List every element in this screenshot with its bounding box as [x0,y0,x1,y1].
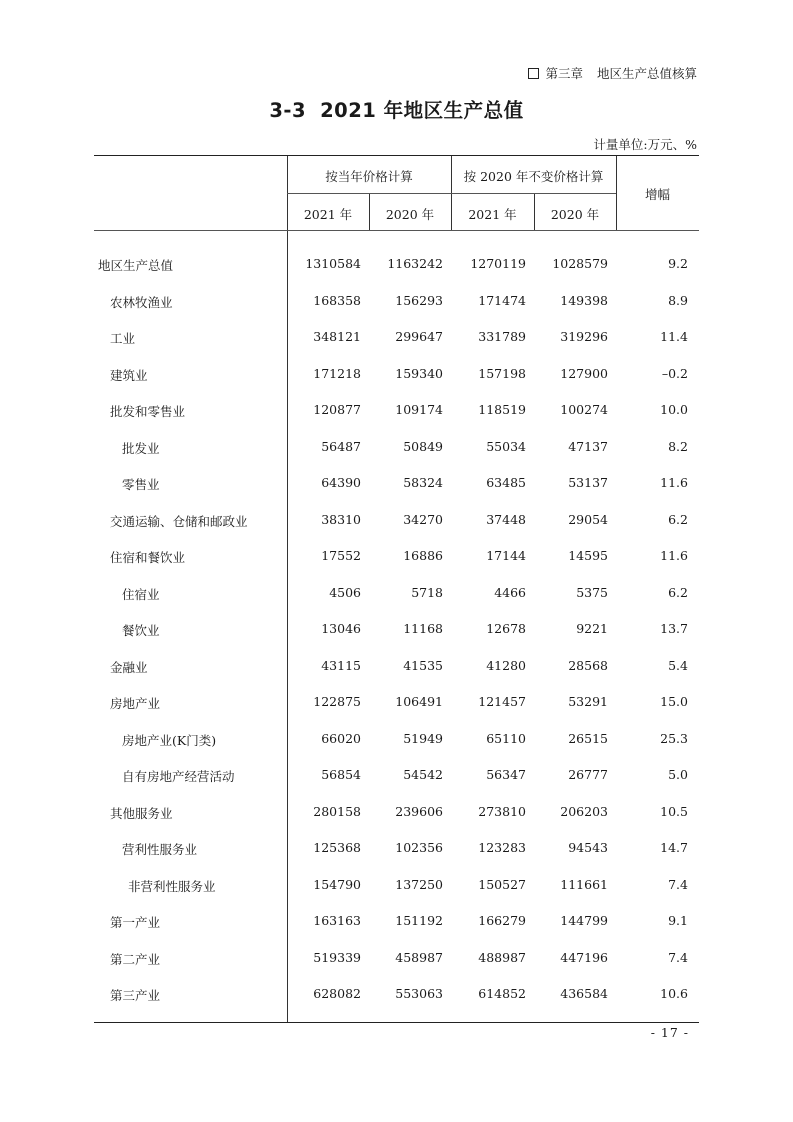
cell-c2021: 120877 [313,402,361,417]
cell-k2021: 65110 [486,730,526,746]
cell-growth: 6.2 [668,584,688,600]
cell-c2020: 102356 [395,840,443,855]
header-constant-2020: 2020 年 [550,207,600,222]
row-label: 金融业 [110,659,148,675]
cell-c2021: 122875 [313,694,361,709]
cell-k2020: 26515 [568,730,608,746]
row-label: 自有房地产经营活动 [122,769,235,784]
running-header [528,64,697,82]
cell-k2020: 14595 [568,548,608,563]
page-number: - 17 - [650,1025,689,1040]
row-label: 批发和零售业 [110,404,186,419]
row-label: 房地产业 [110,696,161,711]
table-row [94,402,699,422]
cell-growth: 5.4 [668,657,688,673]
cell-c2020: 11168 [403,621,443,636]
row-label: 房地产业(K门类) [122,732,217,748]
cell-c2021: 4506 [329,584,361,600]
header-bottom-rule [94,230,699,231]
header-current-prices: 按当年价格计算 [325,169,413,184]
cell-k2021: 55034 [486,438,526,454]
checkbox-square-icon [528,68,539,79]
cell-c2020: 41535 [403,657,443,673]
cell-growth: 13.7 [660,621,688,636]
cell-k2020: 53291 [568,694,608,709]
cell-k2021: 63485 [486,475,526,490]
cell-growth: 11.6 [660,475,688,490]
cell-c2020: 159340 [395,365,443,381]
cell-c2020: 137250 [395,876,443,892]
cell-c2021: 163163 [313,913,361,928]
row-label: 住宿业 [122,586,160,602]
cell-c2021: 519339 [313,949,361,965]
row-label: 交通运输、仓储和邮政业 [110,513,248,529]
cell-k2021: 17144 [486,548,526,563]
cell-growth: 10.0 [660,402,688,417]
cell-k2021: 166279 [478,913,526,928]
cell-growth: 7.4 [668,876,688,892]
cell-c2021: 348121 [313,329,361,344]
cell-growth: 9.1 [668,913,688,928]
cell-growth: 8.9 [668,292,688,308]
cell-c2020: 58324 [403,475,443,490]
table-number: 3-3 [269,99,307,122]
cell-k2020: 127900 [560,365,608,381]
section-label: 地区生产总值核算 [596,66,697,81]
row-label: 农林牧渔业 [110,294,173,310]
table-row [94,329,699,349]
cell-c2021: 1310584 [305,256,361,271]
cell-growth: 7.4 [668,949,688,965]
cell-c2020: 239606 [395,803,443,819]
table-row [94,877,699,897]
cell-k2020: 436584 [560,986,608,1001]
cell-growth: 10.6 [660,986,688,1001]
row-label: 工业 [110,331,136,346]
cell-c2021: 125368 [313,840,361,855]
cell-c2021: 280158 [313,803,361,819]
cell-c2021: 43115 [321,657,361,673]
table-row [94,658,699,678]
cell-k2021: 614852 [478,986,526,1001]
cell-c2020: 50849 [403,438,443,454]
cell-growth: 10.5 [660,803,688,819]
cell-k2020: 29054 [568,511,608,527]
table-row [94,293,699,313]
cell-c2021: 154790 [313,876,361,892]
table-row [94,767,699,787]
row-label: 第三产业 [110,988,161,1003]
cell-k2021: 41280 [486,657,526,673]
cell-k2020: 28568 [568,657,608,673]
cell-c2020: 54542 [403,767,443,782]
cell-k2021: 273810 [478,803,526,819]
cell-c2021: 17552 [321,548,361,563]
cell-c2020: 299647 [395,329,443,344]
table-row [94,439,699,459]
table-row [94,621,699,641]
cell-k2020: 319296 [560,329,608,344]
table-row [94,256,699,276]
cell-growth: 8.2 [668,438,688,454]
row-label: 非营利性服务业 [128,878,216,894]
cell-c2020: 151192 [395,913,443,928]
table-row [94,548,699,568]
row-label: 建筑业 [110,367,148,383]
cell-growth: 11.4 [660,329,688,344]
cell-k2021: 150527 [478,876,526,892]
cell-c2021: 168358 [313,292,361,308]
cell-k2021: 56347 [486,767,526,782]
header-constant-prices: 按 2020 年不变价格计算 [463,169,604,184]
cell-c2020: 458987 [395,949,443,965]
cell-growth: 5.0 [668,767,688,782]
cell-k2020: 47137 [568,438,608,454]
row-label: 第一产业 [110,915,161,930]
header-growth: 增幅 [644,187,670,202]
row-label: 批发业 [122,440,160,456]
cell-c2020: 16886 [403,548,443,563]
header-current-2021: 2021 年 [303,207,353,222]
cell-k2021: 37448 [486,511,526,527]
row-label: 住宿和餐饮业 [110,550,186,565]
table-row [94,950,699,970]
cell-k2020: 9221 [576,621,608,636]
cell-k2021: 118519 [478,402,526,417]
cell-c2021: 628082 [313,986,361,1001]
cell-k2020: 53137 [568,475,608,490]
table-title [0,95,793,123]
header-current-2020: 2020 年 [385,207,435,222]
header-group-rule [287,193,616,194]
cell-c2021: 56487 [321,438,361,454]
cell-k2020: 5375 [576,584,608,600]
table-row [94,694,699,714]
header-constant-2021: 2021 年 [468,207,517,222]
table-bottom-rule [94,1022,699,1023]
cell-c2021: 13046 [321,621,361,636]
cell-k2021: 331789 [478,329,526,344]
table-row [94,913,699,933]
cell-growth: 9.2 [668,256,688,271]
table-row [94,585,699,605]
table-row [94,731,699,751]
table-row [94,840,699,860]
unit-note: 计量单位:万元、% [593,137,697,152]
cell-k2021: 157198 [478,365,526,381]
cell-growth: –0.2 [661,365,688,381]
cell-c2020: 106491 [395,694,443,709]
cell-c2020: 34270 [403,511,443,527]
cell-k2020: 1028579 [552,256,608,271]
cell-growth: 15.0 [660,694,688,709]
row-label: 餐饮业 [122,623,160,638]
row-label: 地区生产总值 [98,258,174,273]
cell-k2020: 149398 [560,292,608,308]
cell-k2020: 206203 [560,803,608,819]
cell-k2021: 4466 [494,584,526,600]
cell-c2020: 553063 [395,986,443,1001]
cell-c2020: 1163242 [387,256,443,271]
cell-c2020: 51949 [403,730,443,746]
cell-c2021: 38310 [321,511,361,527]
cell-growth: 11.6 [660,548,688,563]
table-row [94,366,699,386]
table-row [94,475,699,495]
cell-k2020: 94543 [568,840,608,855]
cell-c2021: 66020 [321,730,361,746]
chapter-label: 第三章 [545,66,583,81]
cell-k2020: 111661 [560,876,608,892]
table-row [94,804,699,824]
cell-k2020: 26777 [568,767,608,782]
cell-c2021: 171218 [313,365,361,381]
table-top-rule [94,155,699,156]
cell-k2021: 171474 [478,292,526,308]
row-label: 零售业 [122,477,160,492]
cell-growth: 25.3 [660,730,688,746]
table-row [94,512,699,532]
cell-c2020: 109174 [395,402,443,417]
row-label: 第二产业 [110,951,161,967]
cell-k2021: 1270119 [470,256,526,271]
cell-k2021: 12678 [486,621,526,636]
table-row [94,986,699,1006]
cell-c2020: 156293 [395,292,443,308]
row-label: 其他服务业 [110,805,173,821]
cell-k2021: 121457 [478,694,526,709]
cell-k2020: 144799 [560,913,608,928]
cell-c2020: 5718 [411,584,443,600]
cell-growth: 6.2 [668,511,688,527]
cell-c2021: 64390 [321,475,361,490]
cell-growth: 14.7 [660,840,688,855]
cell-c2021: 56854 [321,767,361,782]
cell-k2021: 123283 [478,840,526,855]
cell-k2021: 488987 [478,949,526,965]
cell-k2020: 447196 [560,949,608,965]
row-label: 营利性服务业 [122,842,198,857]
table-title-text: 2021 年地区生产总值 [320,99,524,122]
cell-k2020: 100274 [560,402,608,417]
